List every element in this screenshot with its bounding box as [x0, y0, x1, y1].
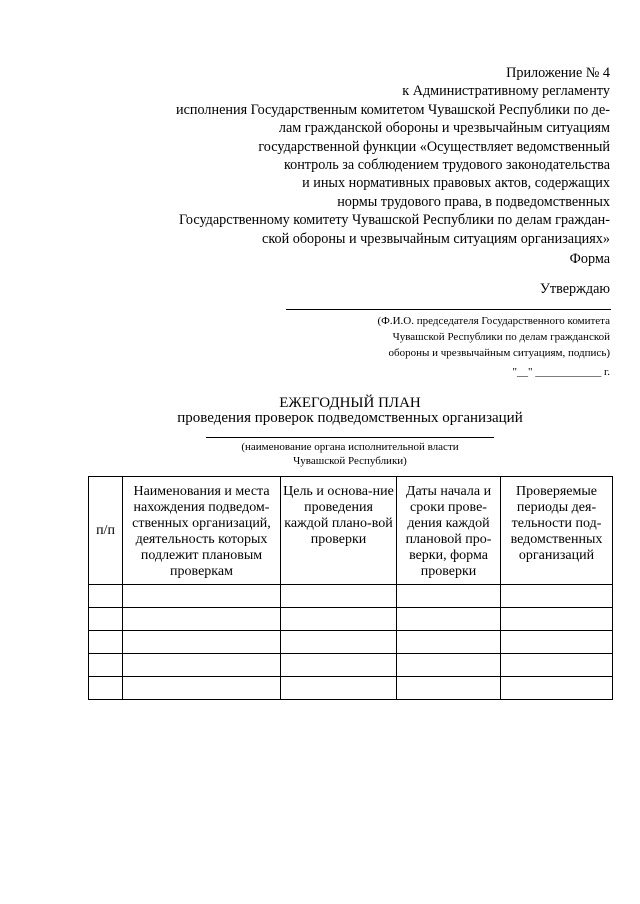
table-cell: [89, 585, 123, 608]
table-cell: [123, 608, 281, 631]
signature-note-line: (Ф.И.О. председателя Государственного комитета: [377, 315, 610, 327]
appendix-line: государственной функции «Осуществляет ведомственный: [258, 138, 610, 155]
table-cell: [123, 585, 281, 608]
table-row: [89, 631, 613, 654]
signature-note-line: обороны и чрезвычайным ситуациям, подпись): [388, 347, 610, 359]
signature-line: [286, 309, 611, 310]
table-cell: [501, 608, 613, 631]
table-cell: [281, 585, 397, 608]
table-row: [89, 654, 613, 677]
header-organizations: Наименования и места нахождения подведом-ственных организаций, деятельность которых подлежит плановым проверкам: [123, 477, 281, 585]
table-row: [89, 608, 613, 631]
appendix-line: Приложение № 4: [506, 65, 610, 81]
appendix-line: контроль за соблюдением трудового законодательства: [283, 157, 610, 174]
table-cell: [501, 585, 613, 608]
appendix-line: к Административному регламенту: [402, 83, 610, 100]
appendix-line: лам гражданской обороны и чрезвычайным ситуациям: [278, 120, 610, 137]
approve-label: Утверждаю: [539, 281, 610, 297]
table-cell: [123, 677, 281, 700]
plan-table: [88, 476, 613, 700]
table-cell: [397, 677, 501, 700]
header-number: п/п: [89, 477, 123, 585]
appendix-line: нормы трудового права, в подведомственных: [337, 193, 610, 210]
table-cell: [397, 631, 501, 654]
appendix-line: Государственному комитету Чувашской Республики по делам граждан-: [178, 212, 610, 229]
table-row: [89, 677, 613, 700]
org-note-line: (наименование органа исполнительной власти: [241, 441, 459, 453]
table-cell: [89, 677, 123, 700]
table-cell: [123, 631, 281, 654]
org-note-line: Чувашской Республики): [293, 455, 407, 467]
appendix-line: исполнения Государственным комитетом Чувашской Республики по де-: [176, 101, 610, 118]
appendix-line: ской обороны и чрезвычайным ситуациям организациях»: [262, 230, 610, 247]
table-cell: [397, 608, 501, 631]
table-cell: [89, 654, 123, 677]
table-row: [89, 585, 613, 608]
table-cell: [281, 654, 397, 677]
document-subtitle: проведения проверок подведомственных организаций: [177, 410, 523, 426]
document-title: ЕЖЕГОДНЫЙ ПЛАН: [279, 395, 421, 411]
table-cell: [281, 677, 397, 700]
table-cell: [501, 654, 613, 677]
table-cell: [89, 631, 123, 654]
table-cell: [501, 677, 613, 700]
table-cell: [281, 608, 397, 631]
form-label: Форма: [569, 251, 610, 267]
header-periods: Проверяемые периоды дея-тельности под-ведомственных организаций: [501, 477, 613, 585]
org-name-line: [206, 437, 494, 438]
table-cell: [123, 654, 281, 677]
table-body: [89, 585, 613, 700]
table-cell: [281, 631, 397, 654]
org-name-note: [200, 440, 500, 468]
appendix-line: и иных нормативных правовых актов, содержащих: [302, 175, 610, 192]
appendix-header: [110, 64, 610, 248]
table-cell: [397, 654, 501, 677]
approval-date-line: "__" ____________ г.: [512, 366, 610, 378]
signature-note: [280, 313, 610, 361]
header-purpose: Цель и основа-ние проведения каждой плано-вой проверки: [281, 477, 397, 585]
table-cell: [397, 585, 501, 608]
table-cell: [89, 608, 123, 631]
table-header-row: [89, 477, 613, 585]
signature-note-line: Чувашской Республики по делам гражданской: [392, 331, 610, 343]
header-dates: Даты начала и сроки прове-дения каждой плановой про-верки, форма проверки: [397, 477, 501, 585]
table-cell: [501, 631, 613, 654]
